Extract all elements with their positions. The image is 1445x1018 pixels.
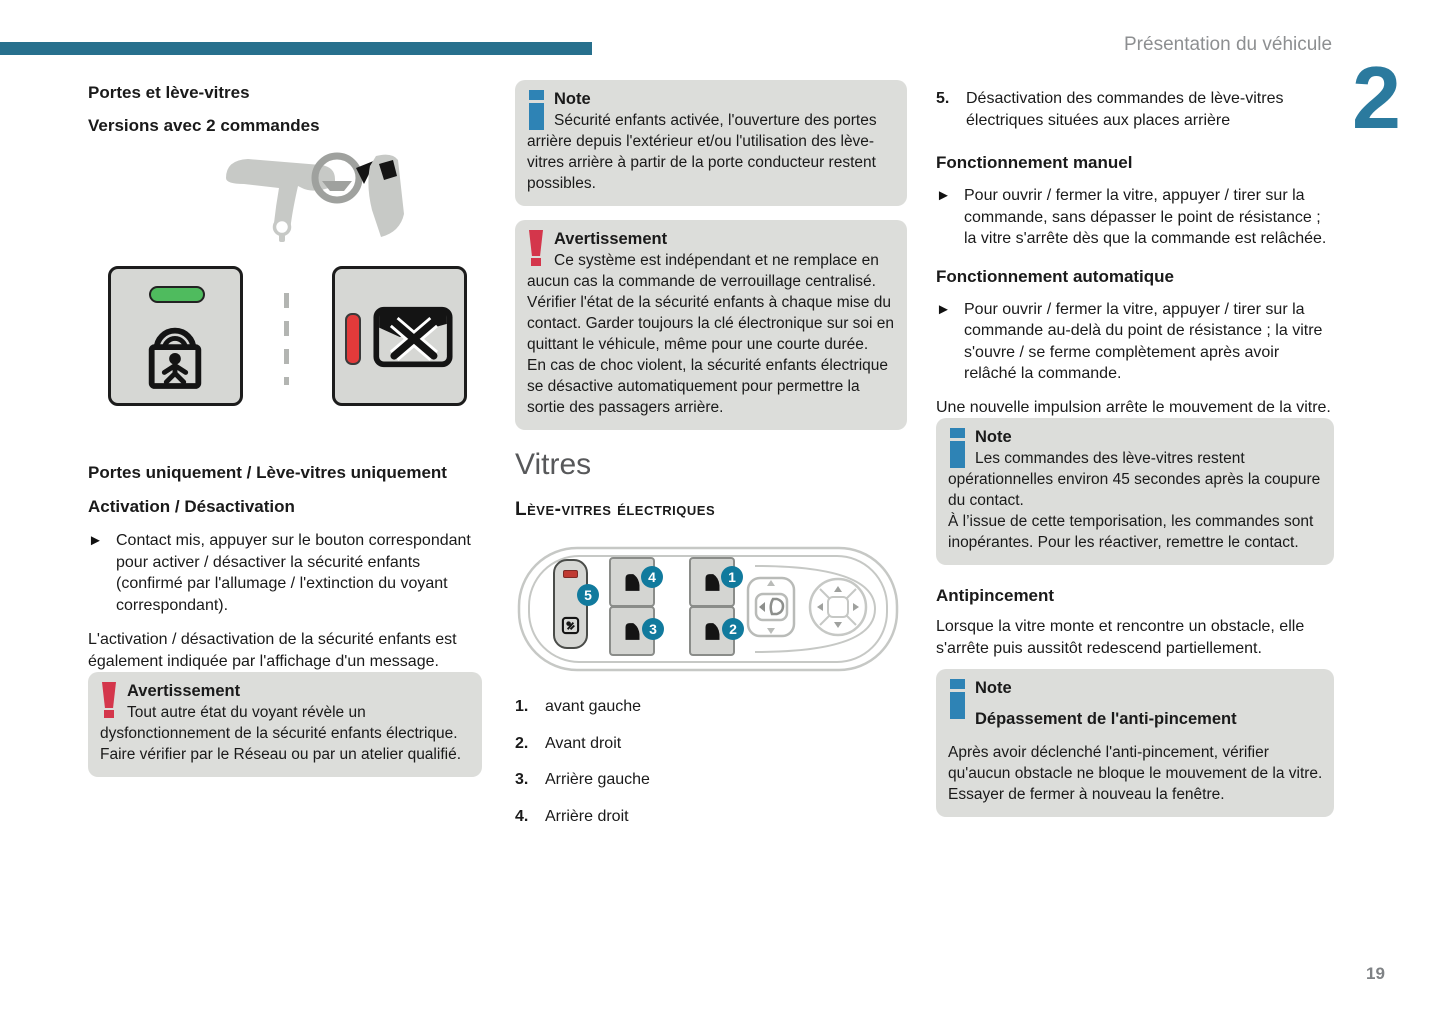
info-icon bbox=[950, 428, 965, 468]
bullet-text: Pour ouvrir / fermer la vitre, appuyer / tirer sur la commande, sans dépasser le point de résistance ; la vitre s'arrête dès que la commande est relâchée. bbox=[964, 187, 1327, 247]
note-subtitle: Dépassement de l'anti-pincement bbox=[975, 710, 1237, 728]
callout-badge-3: 3 bbox=[642, 618, 664, 640]
callout-badge-4: 4 bbox=[641, 566, 663, 588]
window-disable-button bbox=[332, 266, 467, 406]
warning-line: Ce système est indépendant et ne remplace en aucun cas la commande de verrouillage centralisé. bbox=[527, 252, 879, 290]
note-title: Note bbox=[975, 679, 1012, 697]
child-lock-icon bbox=[141, 311, 209, 393]
warning-title: Avertissement bbox=[554, 230, 668, 248]
window-glyph-icon bbox=[702, 619, 723, 644]
car-dashboard-key-door-illustration bbox=[218, 148, 413, 244]
list-label: avant gauche bbox=[545, 698, 642, 715]
window-glyph-icon bbox=[622, 570, 643, 595]
note-box-antipincement bbox=[936, 669, 1334, 817]
heading-portes-leve-vitres: Portes et lève-vitres bbox=[88, 83, 250, 102]
header-accent-bar bbox=[0, 42, 592, 55]
window-controls-figure bbox=[515, 540, 907, 680]
list-number: 1. bbox=[515, 698, 529, 715]
arrow-bullet-icon: ► bbox=[936, 187, 951, 204]
heading-versions-2-commandes: Versions avec 2 commandes bbox=[88, 116, 320, 135]
bullet-text: Contact mis, appuyer sur le bouton correspondant pour activer / désactiver la sécurité enfants (confirmé par l'allumage / l'extinction du voyant correspondant). bbox=[116, 532, 471, 614]
callout-badge-5: 5 bbox=[577, 584, 599, 606]
window-crossed-icon bbox=[371, 305, 455, 369]
key-icon bbox=[275, 220, 290, 235]
chapter-number: 2 bbox=[1352, 48, 1401, 147]
heading-activation-desactivation: Activation / Désactivation bbox=[88, 497, 295, 516]
note-title: Note bbox=[975, 428, 1012, 446]
list-label: Avant droit bbox=[545, 734, 622, 752]
instruction-bullet bbox=[936, 185, 1334, 250]
column-right bbox=[936, 88, 1334, 817]
dashed-divider bbox=[284, 293, 289, 385]
note-title: Note bbox=[554, 90, 591, 108]
header-title: Présentation du véhicule bbox=[1124, 34, 1333, 55]
arrow-bullet-icon: ► bbox=[936, 300, 951, 318]
callout-badge-2: 2 bbox=[722, 618, 744, 640]
heading-fonctionnement-automatique: Fonctionnement automatique bbox=[936, 266, 1174, 286]
paragraph-antipincement: Lorsque la vitre monte et rencontre un obstacle, elle s'arrête puis aussitôt redescend partiellement. bbox=[936, 618, 1305, 657]
list-item-5 bbox=[936, 88, 1334, 131]
note-line: Essayer de fermer à nouveau la fenêtre. bbox=[948, 786, 1225, 803]
list-item bbox=[515, 733, 907, 755]
warning-line: Faire vérifier par le Réseau ou par un atelier qualifié. bbox=[100, 746, 461, 763]
list-number: 4. bbox=[515, 807, 529, 825]
note-line: Les commandes des lève-vitres restent opérationnelles environ 45 secondes après la coupure du contact. bbox=[948, 450, 1321, 509]
paragraph-activation-message: L'activation / désactivation de la sécurité enfants est également indiquée par l'affichage d'un message. bbox=[88, 631, 457, 670]
rear-disable-icon bbox=[561, 615, 580, 636]
warning-box bbox=[515, 220, 907, 430]
mirror-direction-pad-icon bbox=[810, 579, 866, 635]
heading-portes-uniquement: Portes uniquement / Lève-vitres uniquement bbox=[88, 463, 447, 482]
warning-icon bbox=[528, 230, 544, 270]
note-line: Sécurité enfants activée, l'ouverture des portes arrière depuis l'extérieur et/ou l'utilisation des lève-vitres arrière à partir de la porte conducteur restent possibles. bbox=[527, 112, 877, 192]
note-box bbox=[515, 80, 907, 206]
green-indicator bbox=[149, 286, 205, 303]
column-center bbox=[515, 80, 907, 842]
instruction-bullet bbox=[88, 530, 482, 616]
list-label: Désactivation des commandes de lève-vitres électriques situées aux places arrière bbox=[966, 90, 1284, 129]
list-number: 5. bbox=[936, 90, 950, 107]
heading-fonctionnement-manuel: Fonctionnement manuel bbox=[936, 153, 1133, 172]
child-lock-button bbox=[108, 266, 243, 406]
list-number: 3. bbox=[515, 771, 529, 788]
window-list bbox=[515, 696, 907, 827]
note-box bbox=[936, 418, 1334, 565]
arrow-bullet-icon: ► bbox=[88, 532, 103, 549]
heading-antipincement: Antipincement bbox=[936, 586, 1055, 605]
warning-line: En cas de choc violent, la sécurité enfants électrique se désactive automatiquement pour permettre la sortie des passagers arrière. bbox=[527, 357, 889, 416]
section-title-vitres: Vitres bbox=[515, 448, 592, 481]
warning-icon bbox=[101, 682, 117, 722]
window-glyph-icon bbox=[702, 570, 723, 595]
info-icon bbox=[950, 679, 965, 719]
instruction-bullet bbox=[936, 299, 1334, 385]
child-lock-figure bbox=[88, 148, 482, 406]
red-indicator bbox=[345, 313, 361, 365]
list-item bbox=[515, 769, 907, 791]
warning-line: Tout autre état du voyant révèle un dysfonctionnement de la sécurité enfants électrique. bbox=[100, 704, 458, 742]
column-left bbox=[88, 82, 482, 777]
list-number: 2. bbox=[515, 734, 529, 752]
window-glyph-icon bbox=[622, 619, 643, 644]
warning-line: Vérifier l'état de la sécurité enfants à chaque mise du contact. Garder toujours la clé électronique sur soi en quittant le véhicule, même pour une courte durée. bbox=[527, 294, 895, 353]
bullet-text: Pour ouvrir / fermer la vitre, appuyer / tirer sur la commande au-delà du point de résistance ; la vitre s'ouvre / se ferme complètement après avoir relâché la commande. bbox=[964, 300, 1323, 382]
list-label: Arrière gauche bbox=[545, 771, 650, 788]
warning-title: Avertissement bbox=[127, 682, 241, 700]
list-item bbox=[515, 696, 907, 718]
page-number: 19 bbox=[1366, 964, 1385, 983]
mirror-adjust-switch-icon bbox=[748, 578, 794, 636]
note-line: Après avoir déclenché l'anti-pincement, vérifier qu'aucun obstacle ne bloque le mouvement de la vitre. bbox=[948, 744, 1323, 782]
switch-led bbox=[563, 570, 578, 578]
callout-badge-1: 1 bbox=[721, 566, 743, 588]
paragraph-nouvelle-impulsion: Une nouvelle impulsion arrête le mouvement de la vitre. bbox=[936, 398, 1331, 416]
info-icon bbox=[529, 90, 544, 130]
list-label: Arrière droit bbox=[545, 807, 629, 825]
list-item bbox=[515, 806, 907, 828]
warning-box bbox=[88, 672, 482, 777]
heading-leve-vitres-electriques: Lève-vitres électriques bbox=[515, 499, 716, 520]
note-line: À l’issue de cette temporisation, les commandes sont inopérantes. Pour les réactiver, remettre le contact. bbox=[948, 513, 1314, 551]
